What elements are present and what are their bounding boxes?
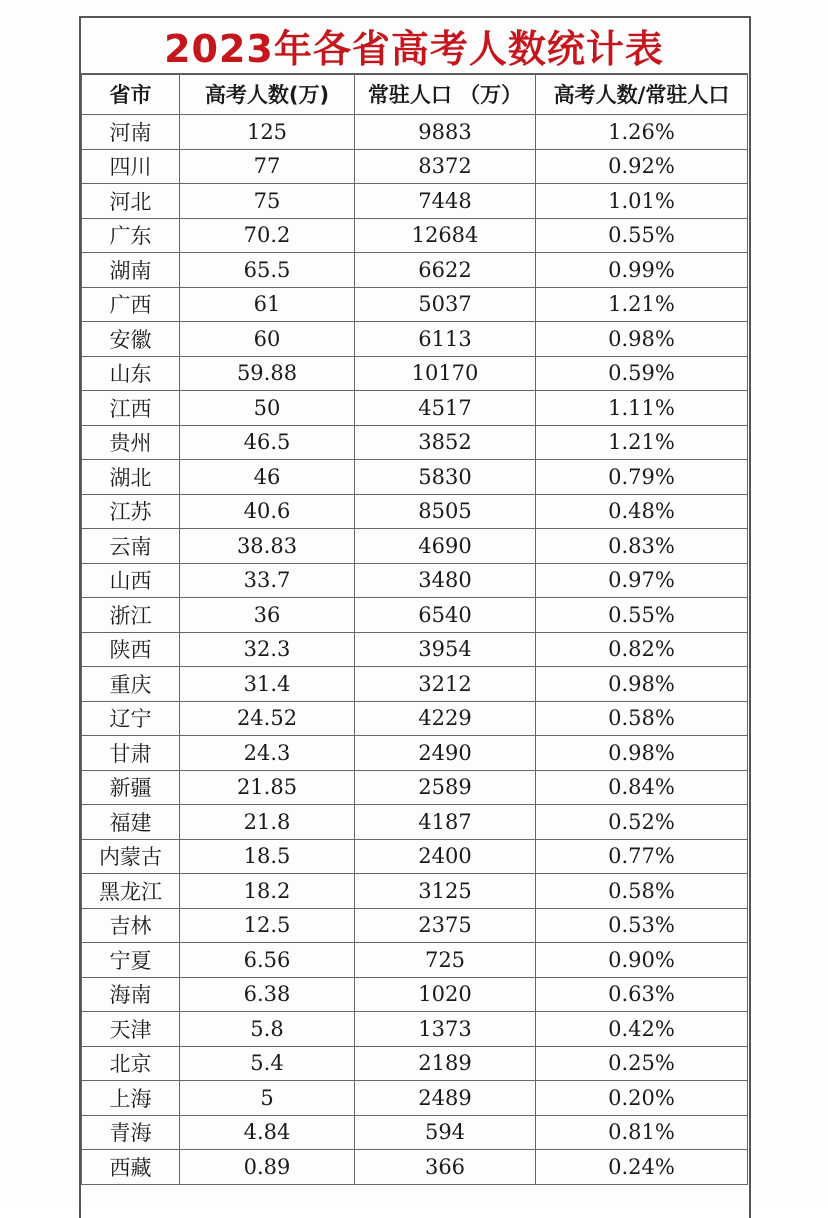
cell-exam-count: 36 bbox=[180, 598, 355, 633]
cell-ratio: 0.42% bbox=[536, 1012, 748, 1047]
table-row bbox=[82, 1046, 748, 1081]
cell-population: 2489 bbox=[355, 1081, 536, 1116]
table-row bbox=[82, 770, 748, 805]
cell-province: 浙江 bbox=[82, 598, 180, 633]
cell-exam-count: 24.3 bbox=[180, 736, 355, 771]
cell-population: 5830 bbox=[355, 460, 536, 495]
cell-exam-count: 12.5 bbox=[180, 908, 355, 943]
cell-province: 北京 bbox=[82, 1046, 180, 1081]
cell-population: 8372 bbox=[355, 149, 536, 184]
cell-exam-count: 5.8 bbox=[180, 1012, 355, 1047]
cell-exam-count: 32.3 bbox=[180, 632, 355, 667]
cell-population: 9883 bbox=[355, 115, 536, 150]
table-row bbox=[82, 874, 748, 909]
cell-province: 上海 bbox=[82, 1081, 180, 1116]
cell-ratio: 0.92% bbox=[536, 149, 748, 184]
table-row bbox=[82, 391, 748, 426]
cell-ratio: 0.81% bbox=[536, 1115, 748, 1150]
cell-population: 10170 bbox=[355, 356, 536, 391]
table-row bbox=[82, 149, 748, 184]
cell-population: 2490 bbox=[355, 736, 536, 771]
cell-province: 湖北 bbox=[82, 460, 180, 495]
cell-ratio: 1.01% bbox=[536, 184, 748, 219]
cell-ratio: 0.52% bbox=[536, 805, 748, 840]
table-row bbox=[82, 1115, 748, 1150]
cell-population: 725 bbox=[355, 943, 536, 978]
header-exam-count: 高考人数(万) bbox=[180, 74, 355, 115]
table-row bbox=[82, 494, 748, 529]
cell-exam-count: 21.8 bbox=[180, 805, 355, 840]
cell-exam-count: 18.2 bbox=[180, 874, 355, 909]
cell-province: 湖南 bbox=[82, 253, 180, 288]
cell-ratio: 1.11% bbox=[536, 391, 748, 426]
cell-ratio: 0.98% bbox=[536, 667, 748, 702]
cell-population: 7448 bbox=[355, 184, 536, 219]
cell-ratio: 0.20% bbox=[536, 1081, 748, 1116]
cell-exam-count: 21.85 bbox=[180, 770, 355, 805]
cell-ratio: 1.21% bbox=[536, 287, 748, 322]
cell-province: 山东 bbox=[82, 356, 180, 391]
cell-province: 黑龙江 bbox=[82, 874, 180, 909]
cell-exam-count: 50 bbox=[180, 391, 355, 426]
cell-ratio: 0.63% bbox=[536, 977, 748, 1012]
cell-population: 594 bbox=[355, 1115, 536, 1150]
cell-exam-count: 61 bbox=[180, 287, 355, 322]
cell-population: 3125 bbox=[355, 874, 536, 909]
table-row bbox=[82, 943, 748, 978]
cell-ratio: 1.21% bbox=[536, 425, 748, 460]
cell-population: 4229 bbox=[355, 701, 536, 736]
table-row bbox=[82, 1012, 748, 1047]
cell-population: 366 bbox=[355, 1150, 536, 1185]
cell-province: 天津 bbox=[82, 1012, 180, 1047]
cell-population: 1020 bbox=[355, 977, 536, 1012]
table-row bbox=[82, 115, 748, 150]
table-row bbox=[82, 563, 748, 598]
cell-exam-count: 5 bbox=[180, 1081, 355, 1116]
cell-exam-count: 60 bbox=[180, 322, 355, 357]
table-row bbox=[82, 977, 748, 1012]
table-row bbox=[82, 322, 748, 357]
cell-ratio: 0.24% bbox=[536, 1150, 748, 1185]
table-row bbox=[82, 218, 748, 253]
cell-ratio: 0.84% bbox=[536, 770, 748, 805]
cell-province: 江苏 bbox=[82, 494, 180, 529]
cell-province: 海南 bbox=[82, 977, 180, 1012]
cell-ratio: 0.82% bbox=[536, 632, 748, 667]
cell-exam-count: 65.5 bbox=[180, 253, 355, 288]
table-row bbox=[82, 287, 748, 322]
cell-exam-count: 59.88 bbox=[180, 356, 355, 391]
cell-ratio: 0.83% bbox=[536, 529, 748, 564]
cell-ratio: 0.98% bbox=[536, 322, 748, 357]
cell-population: 2375 bbox=[355, 908, 536, 943]
cell-population: 3954 bbox=[355, 632, 536, 667]
cell-province: 辽宁 bbox=[82, 701, 180, 736]
cell-population: 4187 bbox=[355, 805, 536, 840]
cell-ratio: 1.26% bbox=[536, 115, 748, 150]
cell-population: 12684 bbox=[355, 218, 536, 253]
cell-exam-count: 31.4 bbox=[180, 667, 355, 702]
stats-table bbox=[81, 73, 748, 1185]
cell-exam-count: 38.83 bbox=[180, 529, 355, 564]
cell-population: 4517 bbox=[355, 391, 536, 426]
table-row bbox=[82, 356, 748, 391]
table-row bbox=[82, 839, 748, 874]
cell-province: 江西 bbox=[82, 391, 180, 426]
cell-province: 新疆 bbox=[82, 770, 180, 805]
cell-province: 广西 bbox=[82, 287, 180, 322]
cell-population: 2589 bbox=[355, 770, 536, 805]
cell-ratio: 0.77% bbox=[536, 839, 748, 874]
table-row bbox=[82, 632, 748, 667]
cell-province: 贵州 bbox=[82, 425, 180, 460]
cell-ratio: 0.53% bbox=[536, 908, 748, 943]
cell-population: 6540 bbox=[355, 598, 536, 633]
header-ratio: 高考人数/常驻人口 bbox=[536, 74, 748, 115]
table-row bbox=[82, 184, 748, 219]
cell-province: 宁夏 bbox=[82, 943, 180, 978]
cell-exam-count: 75 bbox=[180, 184, 355, 219]
cell-ratio: 0.58% bbox=[536, 701, 748, 736]
cell-population: 4690 bbox=[355, 529, 536, 564]
cell-ratio: 0.25% bbox=[536, 1046, 748, 1081]
cell-population: 5037 bbox=[355, 287, 536, 322]
cell-ratio: 0.58% bbox=[536, 874, 748, 909]
cell-exam-count: 24.52 bbox=[180, 701, 355, 736]
cell-ratio: 0.55% bbox=[536, 218, 748, 253]
table-row bbox=[82, 425, 748, 460]
table-row bbox=[82, 701, 748, 736]
cell-province: 陕西 bbox=[82, 632, 180, 667]
cell-province: 西藏 bbox=[82, 1150, 180, 1185]
cell-exam-count: 33.7 bbox=[180, 563, 355, 598]
cell-exam-count: 125 bbox=[180, 115, 355, 150]
cell-population: 2400 bbox=[355, 839, 536, 874]
cell-ratio: 0.90% bbox=[536, 943, 748, 978]
cell-ratio: 0.98% bbox=[536, 736, 748, 771]
cell-ratio: 0.59% bbox=[536, 356, 748, 391]
cell-exam-count: 46 bbox=[180, 460, 355, 495]
header-row bbox=[82, 74, 748, 115]
cell-population: 8505 bbox=[355, 494, 536, 529]
table-row bbox=[82, 460, 748, 495]
cell-province: 河北 bbox=[82, 184, 180, 219]
cell-exam-count: 0.89 bbox=[180, 1150, 355, 1185]
cell-ratio: 0.48% bbox=[536, 494, 748, 529]
cell-population: 6622 bbox=[355, 253, 536, 288]
table-row bbox=[82, 908, 748, 943]
cell-province: 四川 bbox=[82, 149, 180, 184]
cell-province: 山西 bbox=[82, 563, 180, 598]
cell-exam-count: 46.5 bbox=[180, 425, 355, 460]
cell-ratio: 0.55% bbox=[536, 598, 748, 633]
cell-exam-count: 40.6 bbox=[180, 494, 355, 529]
header-province: 省市 bbox=[82, 74, 180, 115]
cell-province: 内蒙古 bbox=[82, 839, 180, 874]
cell-province: 安徽 bbox=[82, 322, 180, 357]
cell-exam-count: 4.84 bbox=[180, 1115, 355, 1150]
cell-province: 福建 bbox=[82, 805, 180, 840]
cell-ratio: 0.79% bbox=[536, 460, 748, 495]
table-row bbox=[82, 1081, 748, 1116]
cell-population: 1373 bbox=[355, 1012, 536, 1047]
cell-province: 甘肃 bbox=[82, 736, 180, 771]
table-row bbox=[82, 736, 748, 771]
header-population: 常驻人口 （万） bbox=[355, 74, 536, 115]
table-row bbox=[82, 1150, 748, 1185]
table-row bbox=[82, 805, 748, 840]
cell-population: 6113 bbox=[355, 322, 536, 357]
cell-ratio: 0.99% bbox=[536, 253, 748, 288]
cell-population: 3480 bbox=[355, 563, 536, 598]
table-row bbox=[82, 529, 748, 564]
cell-population: 2189 bbox=[355, 1046, 536, 1081]
cell-province: 青海 bbox=[82, 1115, 180, 1150]
cell-province: 广东 bbox=[82, 218, 180, 253]
page-title: 2023年各省高考人数统计表 bbox=[81, 18, 747, 75]
cell-province: 重庆 bbox=[82, 667, 180, 702]
cell-exam-count: 77 bbox=[180, 149, 355, 184]
cell-exam-count: 5.4 bbox=[180, 1046, 355, 1081]
table-row bbox=[82, 253, 748, 288]
cell-province: 河南 bbox=[82, 115, 180, 150]
cell-exam-count: 6.56 bbox=[180, 943, 355, 978]
cell-exam-count: 70.2 bbox=[180, 218, 355, 253]
cell-exam-count: 6.38 bbox=[180, 977, 355, 1012]
cell-exam-count: 18.5 bbox=[180, 839, 355, 874]
table-row bbox=[82, 667, 748, 702]
cell-population: 3852 bbox=[355, 425, 536, 460]
cell-province: 云南 bbox=[82, 529, 180, 564]
table-row bbox=[82, 598, 748, 633]
cell-province: 吉林 bbox=[82, 908, 180, 943]
cell-population: 3212 bbox=[355, 667, 536, 702]
cell-ratio: 0.97% bbox=[536, 563, 748, 598]
